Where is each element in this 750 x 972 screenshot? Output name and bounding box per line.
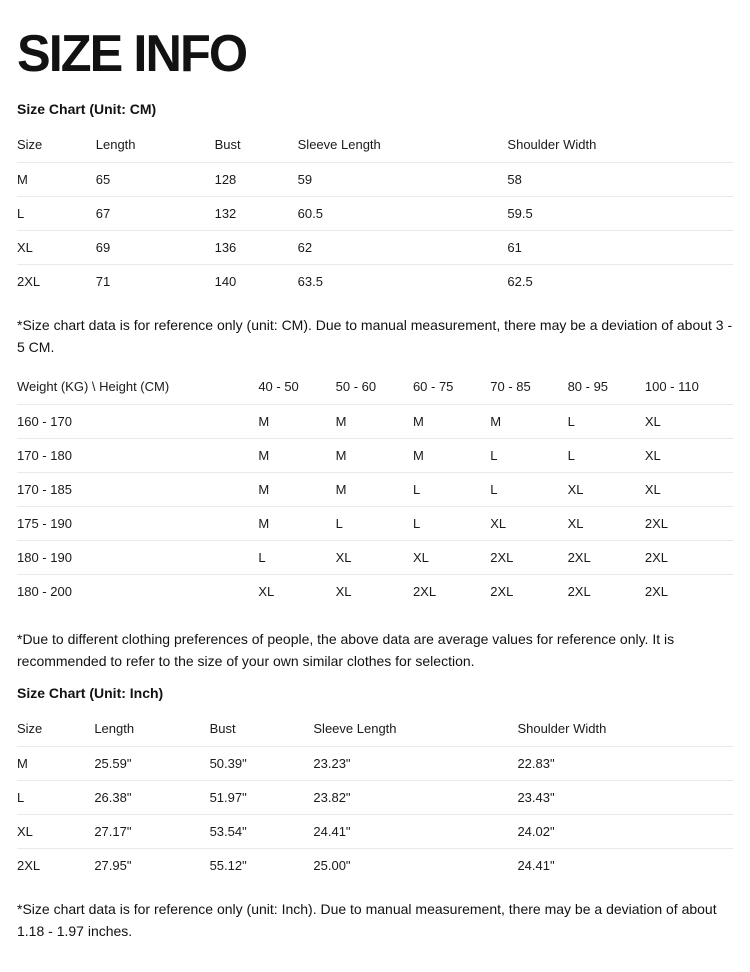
value-cell: 26.38" xyxy=(94,780,209,814)
row-label-cell: L xyxy=(17,780,94,814)
column-header-weight-height: Weight (KG) \ Height (CM) xyxy=(17,370,258,404)
table-row xyxy=(17,746,733,780)
value-cell: XL xyxy=(645,438,733,472)
row-label-cell: L xyxy=(17,196,96,230)
value-cell: 59 xyxy=(297,171,313,187)
value-cell: L xyxy=(490,472,567,506)
value-cell: 67 xyxy=(96,196,215,230)
column-header-weight-60-75: 60 - 75 xyxy=(413,370,490,404)
value-cell: M xyxy=(258,413,270,429)
value-cell: L xyxy=(258,540,335,574)
value-cell: XL xyxy=(336,540,413,574)
row-label-cell: 170 - 185 xyxy=(17,472,258,506)
cm-chart-heading: Size Chart (Unit: CM) xyxy=(17,101,157,117)
weight-height-table xyxy=(17,370,733,608)
value-cell: 50.39" xyxy=(209,755,247,771)
value-cell: XL xyxy=(568,506,645,540)
weight-height-fit-section xyxy=(17,370,733,672)
page-title: SIZE INFO xyxy=(17,25,247,83)
value-cell: 25.59" xyxy=(94,755,132,771)
value-cell: 2XL xyxy=(645,574,733,608)
value-cell: L xyxy=(413,472,490,506)
table-header-row xyxy=(17,128,733,162)
table-row xyxy=(17,264,733,298)
table-header-row xyxy=(17,712,733,746)
value-cell: 2XL xyxy=(568,540,645,574)
value-cell: M xyxy=(413,438,490,472)
value-cell: 58 xyxy=(507,171,522,187)
table-row xyxy=(17,230,733,264)
weight-height-table-body xyxy=(17,404,733,608)
value-cell: M xyxy=(258,472,335,506)
row-label-cell: 2XL xyxy=(17,264,96,298)
value-cell: 2XL xyxy=(490,574,567,608)
value-cell: 22.83" xyxy=(517,755,555,771)
column-header-sleeve-length: Sleeve Length xyxy=(313,712,517,746)
column-header-weight-50-60: 50 - 60 xyxy=(336,370,413,404)
value-cell: M xyxy=(258,438,335,472)
cm-chart-note: *Size chart data is for reference only (unit: CM). Due to manual measurement, there may be a deviation of about 3 - 5 CM. xyxy=(17,317,733,355)
row-label-cell: 170 - 180 xyxy=(17,438,258,472)
column-header-weight-40-50: 40 - 50 xyxy=(258,370,335,404)
value-cell: 60.5 xyxy=(298,196,508,230)
value-cell: M xyxy=(258,506,335,540)
inch-size-table-body xyxy=(17,746,733,882)
value-cell: M xyxy=(336,438,413,472)
value-cell: 2XL xyxy=(490,540,567,574)
value-cell: L xyxy=(413,506,490,540)
value-cell: 27.17" xyxy=(94,814,209,848)
value-cell: XL xyxy=(645,472,733,506)
column-header-bust: Bust xyxy=(210,712,314,746)
column-header-size: Size xyxy=(17,712,94,746)
value-cell: 69 xyxy=(96,230,215,264)
row-label-cell: 2XL xyxy=(17,848,94,882)
value-cell: 140 xyxy=(215,264,298,298)
value-cell: L xyxy=(490,438,567,472)
value-cell: 23.23" xyxy=(313,755,351,771)
column-header-weight-80-95: 80 - 95 xyxy=(568,370,645,404)
value-cell: 2XL xyxy=(568,574,645,608)
value-cell: 23.82" xyxy=(313,780,517,814)
value-cell: 27.95" xyxy=(94,848,209,882)
row-label-cell: 160 - 170 xyxy=(17,413,72,429)
cm-size-table-body xyxy=(17,162,733,298)
table-row xyxy=(17,574,733,608)
row-label-cell: 180 - 190 xyxy=(17,540,258,574)
table-row xyxy=(17,438,733,472)
row-label-cell: XL xyxy=(17,230,96,264)
value-cell: 24.41" xyxy=(517,848,733,882)
value-cell: 24.41" xyxy=(313,814,517,848)
value-cell: M xyxy=(336,472,413,506)
fit-chart-note: *Due to different clothing preferences of people, the above data are average values for reference only. It is recommended to refer to the size of your own similar clothes for selection. xyxy=(17,631,675,669)
inch-chart-note: *Size chart data is for reference only (unit: Inch). Due to manual measurement, there may be a deviation of about 1.18 - 1.97 inches. xyxy=(17,901,717,939)
table-row xyxy=(17,814,733,848)
value-cell: XL xyxy=(336,574,413,608)
value-cell: M xyxy=(335,413,347,429)
value-cell: L xyxy=(567,413,575,429)
value-cell: M xyxy=(490,413,502,429)
table-header-row xyxy=(17,370,733,404)
column-header-length: Length xyxy=(96,128,215,162)
value-cell: XL xyxy=(568,472,645,506)
value-cell: 132 xyxy=(215,196,298,230)
value-cell: M xyxy=(412,413,424,429)
value-cell: L xyxy=(336,506,413,540)
row-label-cell: 180 - 200 xyxy=(17,574,258,608)
value-cell: 62.5 xyxy=(507,264,733,298)
row-label-cell: XL xyxy=(17,814,94,848)
value-cell: 2XL xyxy=(413,574,490,608)
column-header-weight-70-85: 70 - 85 xyxy=(490,370,567,404)
value-cell: 2XL xyxy=(645,506,733,540)
inch-chart-heading: Size Chart (Unit: Inch) xyxy=(17,685,164,701)
value-cell: L xyxy=(568,438,645,472)
column-header-length: Length xyxy=(94,712,209,746)
value-cell: XL xyxy=(413,540,490,574)
cm-size-table xyxy=(17,128,733,298)
table-row xyxy=(17,162,733,196)
row-label-cell: M xyxy=(17,755,28,771)
value-cell: 23.43" xyxy=(517,780,733,814)
value-cell: 2XL xyxy=(645,540,733,574)
column-header-weight-100-110: 100 - 110 xyxy=(645,370,733,404)
column-header-size: Size xyxy=(17,128,96,162)
cm-size-chart-section xyxy=(17,100,733,358)
value-cell: XL xyxy=(490,506,567,540)
table-row xyxy=(17,196,733,230)
value-cell: 65 xyxy=(95,171,111,187)
row-label-cell: 175 - 190 xyxy=(17,506,258,540)
value-cell: 71 xyxy=(96,264,215,298)
table-row xyxy=(17,404,733,438)
column-header-shoulder-width: Shoulder Width xyxy=(517,712,733,746)
value-cell: 24.02" xyxy=(517,814,733,848)
inch-size-chart-section xyxy=(17,684,733,942)
column-header-bust: Bust xyxy=(215,128,298,162)
size-info-page xyxy=(0,25,750,972)
value-cell: 62 xyxy=(298,230,508,264)
column-header-shoulder-width: Shoulder Width xyxy=(507,128,733,162)
value-cell: 25.00" xyxy=(313,848,517,882)
value-cell: 51.97" xyxy=(210,780,314,814)
value-cell: XL xyxy=(644,413,661,429)
value-cell: 61 xyxy=(507,230,733,264)
table-row xyxy=(17,506,733,540)
value-cell: 59.5 xyxy=(507,196,733,230)
value-cell: 128 xyxy=(214,171,237,187)
value-cell: 63.5 xyxy=(298,264,508,298)
table-row xyxy=(17,472,733,506)
table-row xyxy=(17,848,733,882)
value-cell: 136 xyxy=(215,230,298,264)
value-cell: 55.12" xyxy=(210,848,314,882)
table-row xyxy=(17,540,733,574)
column-header-sleeve-length: Sleeve Length xyxy=(298,128,508,162)
value-cell: 53.54" xyxy=(210,814,314,848)
row-label-cell: M xyxy=(17,171,28,187)
table-row xyxy=(17,780,733,814)
inch-size-table xyxy=(17,712,733,882)
value-cell: XL xyxy=(258,574,335,608)
